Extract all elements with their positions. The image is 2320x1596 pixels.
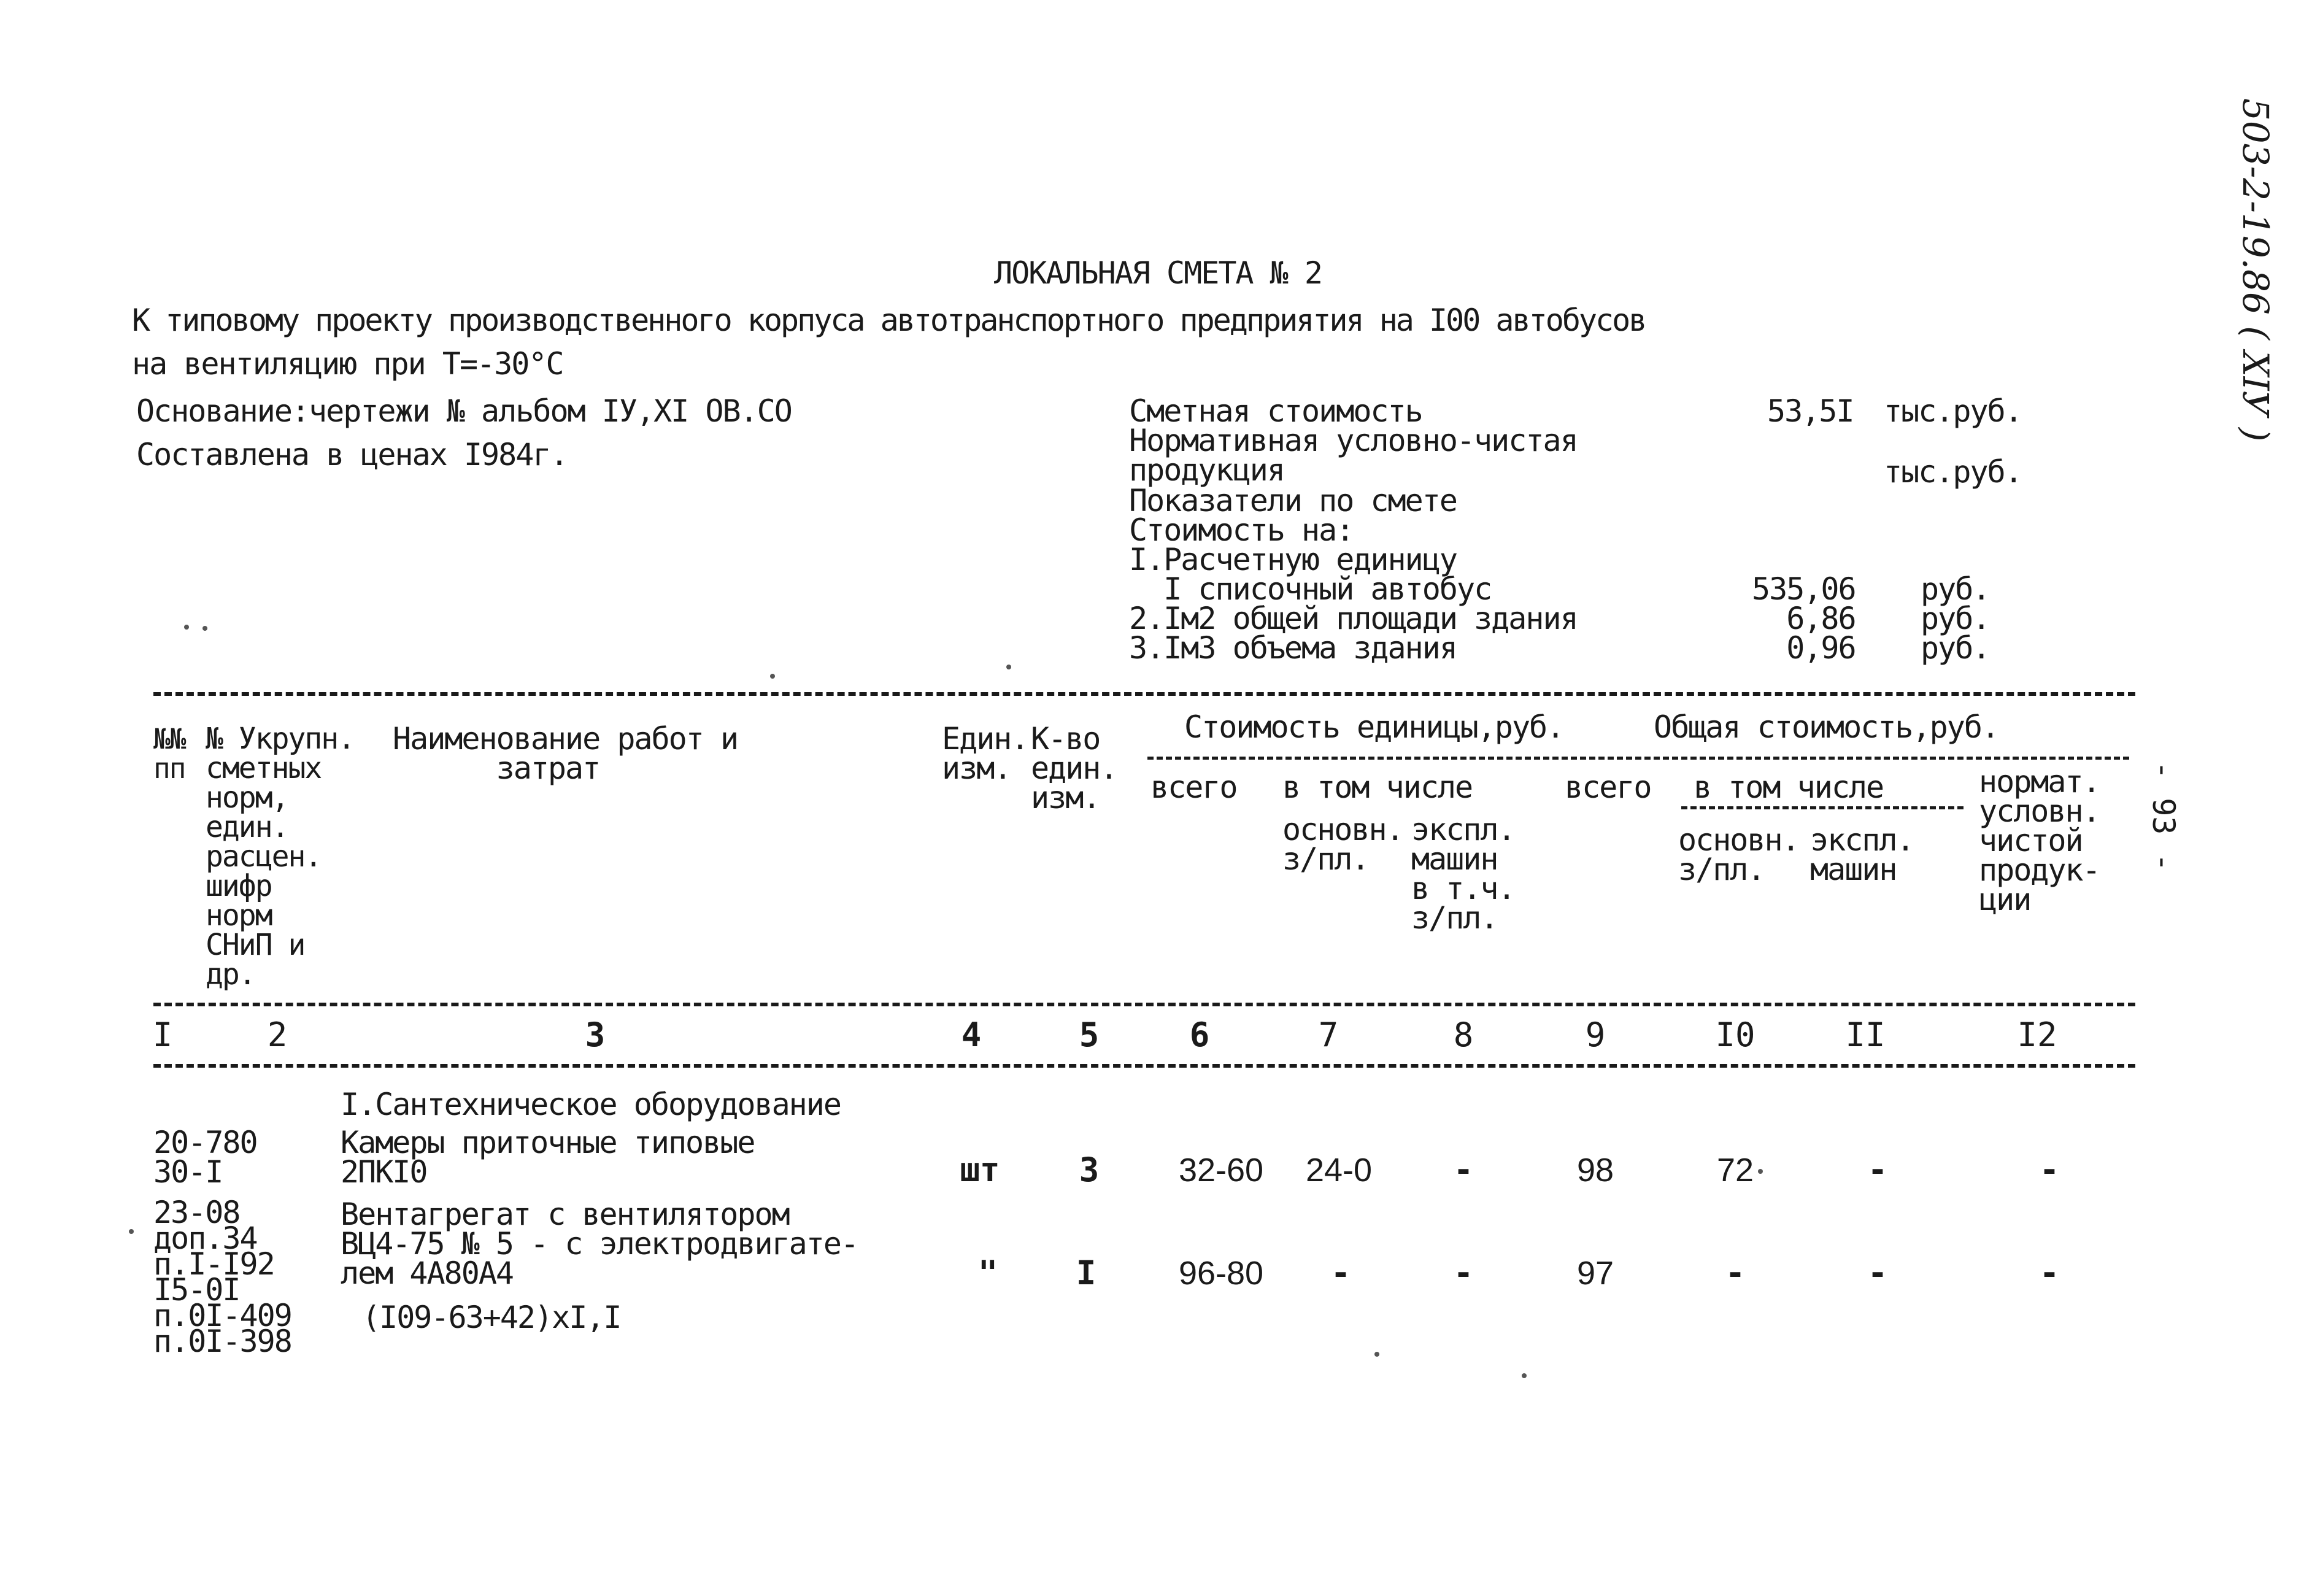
scan-speck (202, 626, 207, 631)
column-number: 9 (1585, 1016, 1606, 1054)
header-col-4: Един. изм. (942, 721, 1028, 786)
scan-speck (770, 674, 775, 679)
scan-speck (1374, 1352, 1379, 1357)
header-in-that: в том числе (1282, 769, 1473, 805)
row-code: 20-780 30-I (153, 1125, 257, 1190)
section-title: I.Сантехническое оборудование (341, 1087, 841, 1122)
scan-speck (184, 625, 189, 630)
header-col-5: К-во един. изм. (1031, 721, 1117, 815)
document-subtitle-2: на вентиляцию при Т=-30°С (132, 346, 563, 382)
column-number: 6 (1189, 1016, 1210, 1054)
document-subtitle: К типовому проекту производственного корпуса автотранспортного предприятия на I00 автобусов (132, 303, 1646, 338)
page-number: - 93 - (2146, 761, 2181, 872)
row-unit: " (977, 1254, 998, 1292)
row-unit-mach: - (1453, 1151, 1474, 1189)
column-number: I (152, 1016, 173, 1054)
header-in-that-rule (1681, 806, 1964, 809)
row-qty: I (1076, 1254, 1096, 1292)
column-number: 8 (1453, 1016, 1474, 1054)
row-unit-base: - (1330, 1254, 1351, 1292)
row-total-base: - (1725, 1254, 1746, 1292)
column-number: 7 (1318, 1016, 1339, 1054)
header-bottom-rule (153, 1003, 2135, 1006)
header-col-6: всего (1150, 769, 1237, 805)
row-total: 98 (1576, 1152, 1614, 1189)
document-title: ЛОКАЛЬНАЯ СМЕТА № 2 (994, 255, 1322, 291)
cost-unit: тыс.руб. (1884, 393, 2022, 429)
header-col-3: Наименование работ и затрат (393, 721, 738, 786)
column-number-rule (153, 1064, 2135, 1068)
header-col-12: нормат. условн. чистой продук- ции (1979, 764, 2100, 917)
row-normative: - (2039, 1254, 2060, 1292)
indicator-values: 535,06 6,86 0,96 (1752, 571, 1856, 666)
row-unit-base: 24-0 (1305, 1152, 1373, 1189)
scan-speck (1522, 1373, 1527, 1378)
cost-value: 53,5I (1767, 393, 1854, 429)
row-total: 97 (1576, 1255, 1614, 1292)
header-col-9: всего (1565, 769, 1651, 805)
column-number: II (1845, 1016, 1886, 1054)
prices-text: Составлена в ценах I984г. (136, 437, 568, 472)
column-number: 3 (585, 1016, 606, 1054)
header-col-8: экспл. машин в т.ч. з/пл. (1411, 812, 1515, 936)
header-sub-rule (1147, 757, 2129, 760)
table-top-rule (153, 692, 2135, 696)
indicators-list: Показатели по смете Стоимость на: I.Расчетную единицу I списочный автобус 2.Iм2 общей площади здания 3.Iм3 объема здания (1129, 483, 1578, 666)
column-number: I2 (2017, 1016, 2057, 1054)
side-document-code: 503-2-19.86 ( XIУ ) (2235, 98, 2276, 442)
normative-unit: тыс.руб. (1884, 454, 2022, 490)
column-number: 4 (961, 1016, 982, 1054)
row-total-mach: - (1867, 1254, 1888, 1292)
row-unit-total: 96-80 (1178, 1255, 1264, 1292)
header-col-7: основн. з/пл. (1282, 812, 1403, 877)
row-total-mach: - (1867, 1151, 1888, 1189)
row-name: Вентагрегат с вентилятором ВЦ4-75 № 5 - с электродвигате- лем 4А80А4 (341, 1197, 858, 1291)
row-total-base: 72 (1716, 1152, 1754, 1189)
row-normative: - (2039, 1151, 2060, 1189)
normative-label: Нормативная условно-чистая продукция (1129, 423, 1578, 488)
row-formula: (I09-63+42)xI,I (362, 1300, 621, 1335)
cost-label: Сметная стоимость (1129, 393, 1422, 429)
column-number: I0 (1715, 1016, 1755, 1054)
header-total-cost: Общая стоимость,руб. (1654, 709, 1999, 745)
header-in-that-2: в том числе (1694, 769, 1884, 805)
basis-text: Основание:чертежи № альбом IУ,XI ОВ.СО (136, 393, 792, 429)
row-code: 23-08 доп.34 п.I-I92 I5-0I п.0I-409 п.0I-398 (153, 1195, 291, 1359)
indicator-units: руб. руб. руб. (1921, 571, 1990, 666)
scan-speck (1006, 665, 1011, 669)
row-name: Камеры приточные типовые 2ПКI0 (341, 1125, 755, 1190)
scan-speck (1758, 1169, 1763, 1174)
header-col-1: №№ пп (153, 722, 185, 785)
row-unit: шт (960, 1151, 1000, 1189)
scan-speck (129, 1229, 134, 1234)
header-col-10: основн. з/пл. (1678, 822, 1799, 887)
row-qty: 3 (1079, 1151, 1100, 1189)
row-unit-mach: - (1453, 1254, 1474, 1292)
row-unit-total: 32-60 (1178, 1152, 1264, 1189)
column-number: 5 (1079, 1016, 1100, 1054)
header-col-2: № Укрупн. сметных норм, един. расцен. шифр норм СНиП и др. (206, 722, 355, 992)
column-number: 2 (267, 1016, 288, 1054)
header-unit-cost: Стоимость единицы,руб. (1184, 709, 1564, 745)
header-col-11: экспл. машин (1810, 822, 1914, 887)
